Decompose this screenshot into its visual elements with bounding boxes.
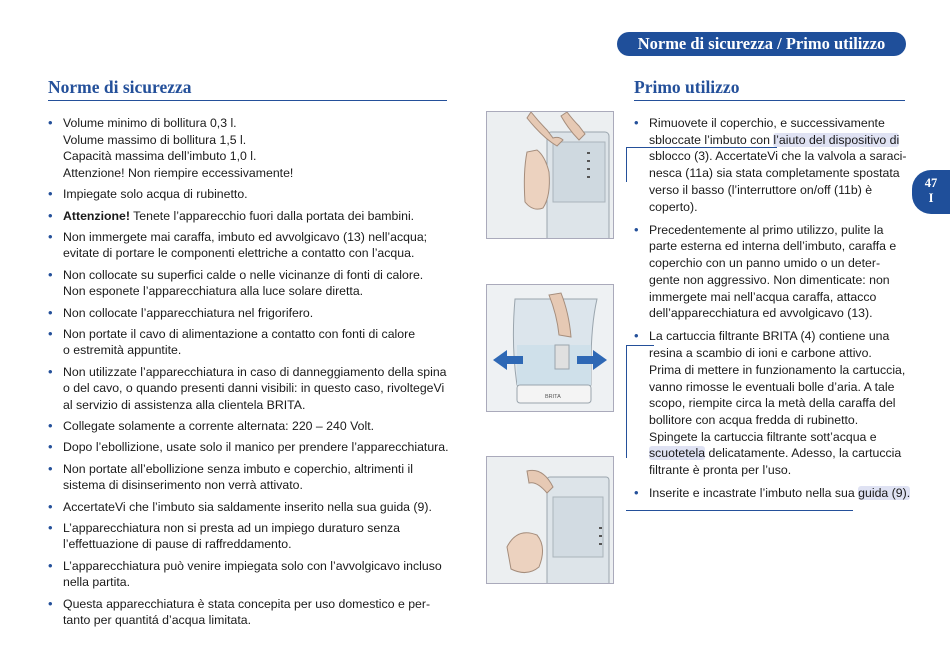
list-item-line: delicatamente. Adesso, la cartuccia xyxy=(705,446,902,461)
list-item xyxy=(48,461,448,494)
list-item-line: o del cavo, o quando presenti danni visibili: in questo caso, rivoltegeVi xyxy=(63,381,445,396)
list-item-line: tanto per quantitá d’acqua limitata. xyxy=(63,613,251,628)
list-item-line: • Non collocate su superfici calde o nelle vicinanze di fonti di calore. xyxy=(63,267,424,282)
list-item-line: coperto). xyxy=(649,199,698,214)
list-item xyxy=(48,267,448,300)
figure-insert-funnel-illustration xyxy=(487,457,613,583)
list-item-line: • Rimuovete il coperchio, e successivamente xyxy=(649,116,885,130)
page-number-tab xyxy=(912,170,950,214)
list-item-line: Attenzione! Non riempire eccessivamente! xyxy=(63,166,294,181)
list-item xyxy=(634,485,914,502)
list-item-line: dell’apparecchiatura ed avvolgicavo (13). xyxy=(649,306,873,321)
list-item xyxy=(48,499,448,516)
safety-list xyxy=(48,115,448,633)
list-item xyxy=(48,115,448,182)
list-item-line: Tenete l’apparecchio fuori dalla portata dei bambini. xyxy=(129,208,415,223)
list-item-line: vanno rimosse le eventuali bolle d’aria. A tale xyxy=(649,379,895,394)
figure-unlock-funnel xyxy=(486,111,614,239)
list-item xyxy=(48,326,448,359)
list-item-line: • La cartuccia filtrante BRITA (4) contiene una xyxy=(649,329,890,344)
list-item-line: gente non aggressivo. Non dimenticate: non xyxy=(649,272,890,287)
list-item-line: bollitore con acqua fredda di rubinetto. xyxy=(649,412,859,427)
list-item-line: Capacità massima dell’imbuto 1,0 l. xyxy=(63,149,257,164)
brand-label: BRITA xyxy=(545,394,561,400)
list-item-line: Spingete la cartuccia filtrante sott’acqua e xyxy=(649,429,877,444)
list-item xyxy=(634,222,914,322)
figure-cartridge-submerge xyxy=(486,284,614,412)
right-section-title: Primo utilizzo xyxy=(634,77,740,97)
list-item-line: • Questa apparecchiatura è stata concepita per uso domestico e per- xyxy=(63,596,431,611)
list-item xyxy=(48,208,448,225)
list-item-line: resina a scambio di ioni e carbone attivo. xyxy=(649,346,872,361)
list-item-line: immergete mai nell’acqua caraffa, attacco xyxy=(649,289,877,304)
figure-unlock-funnel-illustration xyxy=(487,112,613,238)
list-item-line: • L’apparecchiatura non si presta ad un impiego duraturo senza xyxy=(63,520,401,535)
highlighted-text: l’aiuto del dispositivo di xyxy=(773,132,900,147)
list-item xyxy=(634,328,914,478)
section-letter: I xyxy=(928,191,934,205)
list-item-line: o estremità appuntite. xyxy=(63,343,182,358)
list-item xyxy=(48,229,448,262)
list-item-line: • Precedentemente al primo utilizzo, pulite la xyxy=(649,222,884,237)
list-item-line: parte esterna ed interna dell’imbuto, caraffa e xyxy=(649,239,897,254)
list-item-line: • Non immergete mai caraffa, imbuto ed avvolgicavo (13) nell’acqua; xyxy=(63,229,428,244)
list-item-line: coperchio con un panno umido o un deter- xyxy=(649,256,881,271)
list-item xyxy=(48,418,448,435)
list-item-line: sistema di disinserimento non verrà attivato. xyxy=(63,478,303,493)
callout-line-3 xyxy=(626,510,853,511)
list-item-line: sblocco (3). AccertateVi che la valvola a saraci- xyxy=(649,149,907,164)
list-item xyxy=(48,364,448,414)
list-item-line: Prima di mettere in funzionamento la cartuccia, xyxy=(649,362,906,377)
list-item-line: l’effettuazione di pause di raffreddamento. xyxy=(63,537,292,552)
list-item xyxy=(48,596,448,629)
list-item-line: Inserite e incastrate l’imbuto nella sua xyxy=(649,486,859,501)
figure-cartridge-illustration xyxy=(487,285,613,411)
left-title-rule xyxy=(48,100,447,101)
list-item-line: • L’apparecchiatura può venire impiegata solo con l’avvolgicavo incluso xyxy=(63,558,442,573)
list-item-line: sbloccate l’imbuto con xyxy=(649,132,774,147)
list-item-line: • Non portate all’ebollizione senza imbuto e coperchio, altrimenti il xyxy=(63,461,413,476)
list-item xyxy=(48,305,448,322)
list-item-line: • Collegate solamente a corrente alternata: 220 – 240 Volt. xyxy=(63,419,375,434)
list-item-line: • Non collocate l’apparecchiatura nel frigorifero. xyxy=(63,305,314,320)
list-item-line: scopo, riempite circa la metà della caraffa del xyxy=(649,396,896,411)
first-use-list xyxy=(634,115,914,506)
left-section-title: Norme di sicurezza xyxy=(48,77,192,97)
list-item-line: Volume massimo di bollitura 1,5 l. xyxy=(63,132,247,147)
list-item-line: evitate di portare le componenti elettriche a contatto con l’acqua. xyxy=(63,246,415,261)
list-item-line: Non esponete l’apparecchiatura alla luce solare diretta. xyxy=(63,284,364,299)
list-item xyxy=(48,186,448,203)
list-item-line: filtrante è pronta per l’uso. xyxy=(649,463,792,478)
list-item-line: nesca (11a) sia stata completamente spostata xyxy=(649,166,900,181)
list-item-line: • Impiegate solo acqua di rubinetto. xyxy=(63,187,248,202)
list-item xyxy=(634,115,914,215)
list-item xyxy=(48,520,448,553)
list-item-line: • Volume minimo di bollitura 0,3 l. xyxy=(63,116,237,130)
list-item xyxy=(48,439,448,456)
list-item-line: • Non portate il cavo di alimentazione a contatto con fonti di calore xyxy=(63,326,416,341)
right-title-rule xyxy=(634,100,905,101)
list-item-line: al servizio di assistenza alla clientela BRITA. xyxy=(63,398,306,413)
list-item-line: • AccertateVi che l’imbuto sia saldamente inserito nella sua guida (9). xyxy=(63,499,432,514)
highlighted-text: scuotetela xyxy=(649,446,706,461)
list-item-line: verso il basso (l’interruttore on/off (11b) è xyxy=(649,182,873,197)
list-item-line: • Dopo l’ebollizione, usate solo il manico per prendere l’apparecchiatura. xyxy=(63,440,449,455)
list-item xyxy=(48,558,448,591)
page-header-title: Norme di sicurezza / Primo utilizzo xyxy=(617,32,906,56)
figure-insert-funnel xyxy=(486,456,614,584)
warning-label: Attenzione! xyxy=(63,208,130,223)
page-number: 47 xyxy=(924,176,938,190)
list-item-line: nella partita. xyxy=(63,575,130,590)
highlighted-text: guida (9). xyxy=(858,486,911,501)
list-item-line: • Non utilizzate l’apparecchiatura in caso di danneggiamento della spina xyxy=(63,364,447,379)
